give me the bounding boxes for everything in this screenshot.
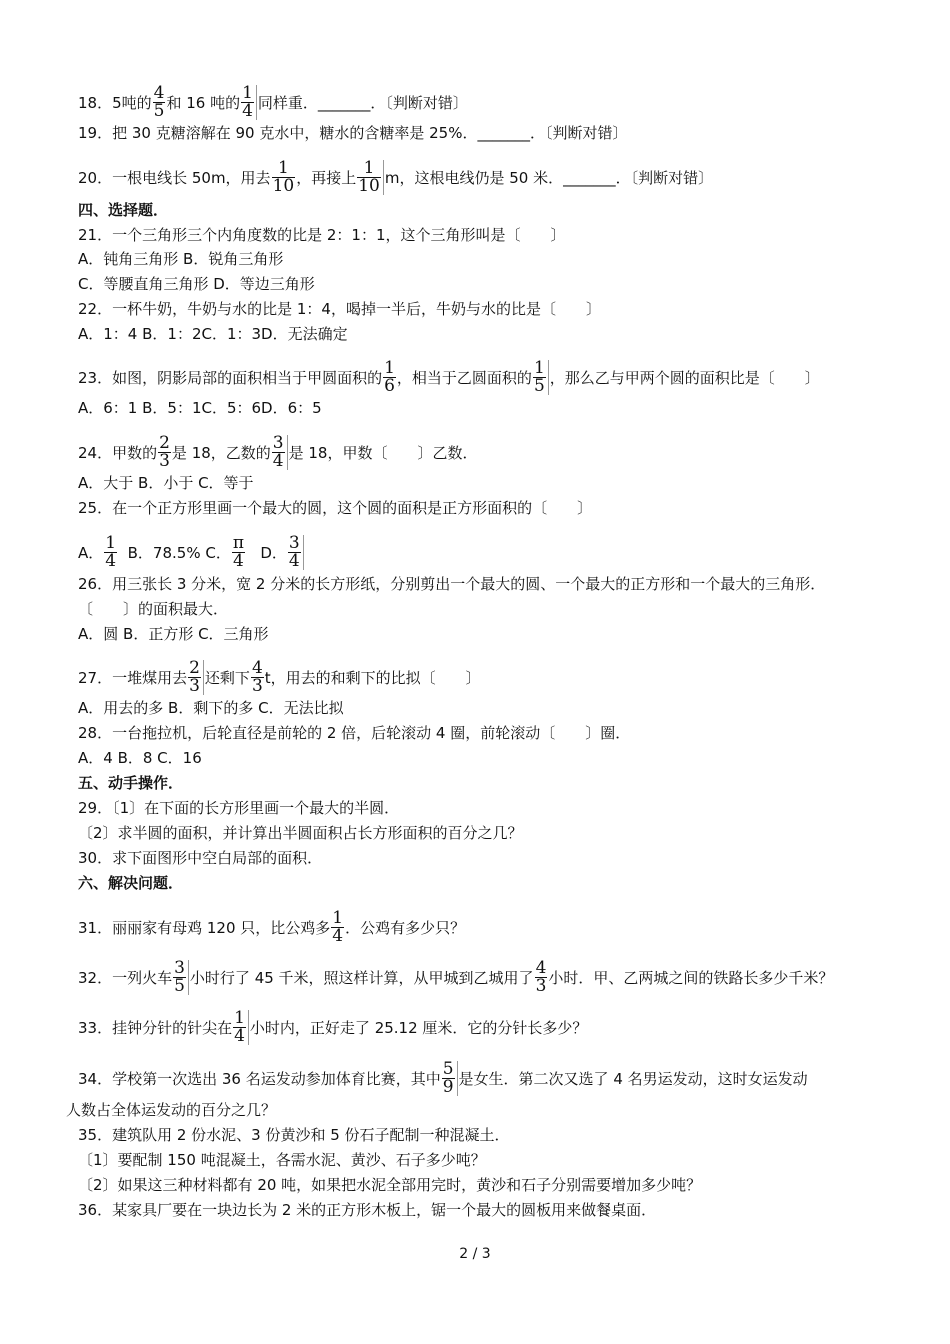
q25-option-d: D． <box>260 544 287 562</box>
question-35-part-2: 〔2〕如果这三种材料都有 20 吨，如果把水泥全部用完时，黄沙和石子分别需要增加多少吨？ <box>78 1176 702 1194</box>
section-4-heading: 四、选择题． <box>78 201 169 219</box>
question-28: 28．一台拖拉机，后轮直径是前轮的 2 倍，后轮滚动 4 圈，前轮滚动〔 〕圈． <box>78 724 631 742</box>
q24-text-a: 24．甲数的 <box>78 444 158 462</box>
q23-text-a: 23．如图，阴影局部的面积相当于甲圆面积的 <box>78 369 383 387</box>
fraction-1-6: $\frac{1}{6}$ <box>384 358 395 396</box>
q18-text-a: 18．5吨的 <box>78 94 152 112</box>
question-31 <box>78 908 466 946</box>
question-34 <box>78 1059 808 1097</box>
question-18 <box>78 83 468 121</box>
section-6-heading: 六、解决问题． <box>78 874 184 892</box>
question-22: 22．一杯牛奶，牛奶与水的比是 1：4，喝掉一半后，牛奶与水的比是〔 〕 <box>78 300 601 318</box>
question-27 <box>78 658 481 696</box>
q28-options: A．4 B．8 C．16 <box>78 749 202 767</box>
q25-option-a: A． <box>78 544 104 562</box>
q25-option-bc: B．78.5% C． <box>127 544 231 562</box>
q31-text-b: ．公鸡有多少只？ <box>345 919 466 937</box>
q20-text-b: ，再接上 <box>296 169 357 187</box>
question-33 <box>78 1008 588 1046</box>
q33-text-b: 小时内，正好走了 25.12 厘米．它的分针长多少？ <box>249 1019 588 1037</box>
fraction-1-10: $\frac{1}{10}$ <box>272 158 295 196</box>
q21-options-cd: C．等腰直角三角形 D．等边三角形 <box>78 275 315 293</box>
q27-text-a: 27．一堆煤用去 <box>78 669 188 687</box>
q24-options: A．大于 B．小于 C．等于 <box>78 474 254 492</box>
question-29: 29．〔1〕在下面的长方形里画一个最大的半圆． <box>78 799 400 817</box>
fraction-1-4-d: $\frac{1}{4}$ <box>233 1010 249 1045</box>
q20-text-c: m，这根电线仍是 50 米．_______．〔判断对错〕 <box>384 169 714 187</box>
q34-text-a: 34．学校第一次选出 36 名运发动参加体育比赛，其中 <box>78 1070 441 1088</box>
fraction-3-4: $\frac{3}{4}$ <box>272 435 288 470</box>
q27-options: A．用去的多 B．剩下的多 C．无法比拟 <box>78 699 344 717</box>
q23-text-c: ，那么乙与甲两个圆的面积比是〔 〕 <box>549 369 820 387</box>
fraction-3-5: $\frac{3}{5}$ <box>173 960 189 995</box>
fraction-pi-4: $\frac{\pi}{4}$ <box>232 533 245 571</box>
q24-text-b: 是 18，乙数的 <box>171 444 271 462</box>
page-number: 2 / 3 <box>459 1246 491 1262</box>
section-5-heading: 五、动手操作． <box>78 774 184 792</box>
question-20 <box>78 158 714 196</box>
question-19: 19．把 30 克糖溶解在 90 克水中，糖水的含糖率是 25%．_______．〔判断对错〕 <box>78 124 628 142</box>
question-25: 25．在一个正方形里画一个最大的圆，这个圆的面积是正方形面积的〔 〕 <box>78 499 593 517</box>
question-26-cont: 〔 〕的面积最大． <box>78 600 229 618</box>
q23-options: A．6：1 B．5：1C．5：6D．6：5 <box>78 399 322 417</box>
fraction-4-3-b: $\frac{4}{3}$ <box>535 958 547 996</box>
q23-text-b: ，相当于乙圆面积的 <box>396 369 532 387</box>
q33-text-a: 33．挂钟分针的针尖在 <box>78 1019 233 1037</box>
q34-text-b: 是女生．第二次又选了 4 名男运发动，这时女运发动 <box>458 1070 808 1088</box>
fraction-2-3: $\frac{2}{3}$ <box>159 433 170 471</box>
fraction-4-3: $\frac{4}{3}$ <box>251 658 263 696</box>
q32-text-c: 小时．甲、乙两城之间的铁路长多少千米？ <box>548 969 834 987</box>
question-30: 30．求下面图形中空白局部的面积． <box>78 849 323 867</box>
fraction-3-4-d: $\frac{3}{4}$ <box>288 535 304 570</box>
fraction-1-4-c: $\frac{1}{4}$ <box>332 908 344 946</box>
fraction-5-9: $\frac{5}{9}$ <box>442 1061 458 1096</box>
fraction-1-4: $\frac{1}{4}$ <box>241 85 257 120</box>
fraction-1-4-a: $\frac{1}{4}$ <box>105 533 117 571</box>
q18-text-b: 和 16 吨的 <box>166 94 241 112</box>
question-34-cont: 人数占全体运发动的百分之几？ <box>66 1101 277 1119</box>
q24-text-c: 是 18，甲数〔 〕乙数． <box>288 444 478 462</box>
q22-options: A．1：4 B．1：2C．1：3D．无法确定 <box>78 325 348 343</box>
q32-text-b: 小时行了 45 千米，照这样计算，从甲城到乙城用了 <box>189 969 534 987</box>
q31-text-a: 31．丽丽家有母鸡 120 只，比公鸡多 <box>78 919 331 937</box>
fraction-1-5: $\frac{1}{5}$ <box>533 360 549 395</box>
q25-options <box>78 533 305 571</box>
question-32 <box>78 958 834 996</box>
q27-text-b: 还剩下 <box>204 669 250 687</box>
fraction-2-3-b: $\frac{2}{3}$ <box>188 660 204 695</box>
question-35: 35．建筑队用 2 份水泥、3 份黄沙和 5 份石子配制一种混凝土． <box>78 1126 510 1144</box>
q21-options-ab: A．钝角三角形 B．锐角三角形 <box>78 250 284 268</box>
q26-options: A．圆 B．正方形 C．三角形 <box>78 625 269 643</box>
question-35-part-1: 〔1〕要配制 150 吨混凝土，各需水泥、黄沙、石子多少吨？ <box>78 1151 486 1169</box>
fraction-4-5: $\frac{4}{5}$ <box>153 83 165 121</box>
q18-text-c: 同样重．_______．〔判断对错〕 <box>257 94 468 112</box>
question-21: 21．一个三角形三个内角度数的比是 2：1：1，这个三角形叫是〔 〕 <box>78 226 566 244</box>
q27-text-c: t，用去的和剩下的比拟〔 〕 <box>264 669 481 687</box>
question-29-part-2: 〔2〕求半圆的面积，并计算出半圆面积占长方形面积的百分之几？ <box>78 824 523 842</box>
question-23 <box>78 358 820 396</box>
q20-text-a: 20．一根电线长 50m，用去 <box>78 169 271 187</box>
question-24 <box>78 433 478 471</box>
question-26: 26．用三张长 3 分米，宽 2 分米的长方形纸，分别剪出一个最大的圆、一个最大的正方形和一个最大的三角形． <box>78 575 826 593</box>
fraction-1-10-b: $\frac{1}{10}$ <box>357 160 384 195</box>
question-36: 36．某家具厂要在一块边长为 2 米的正方形木板上，锯一个最大的圆板用来做餐桌面． <box>78 1201 657 1219</box>
q32-text-a: 32．一列火车 <box>78 969 173 987</box>
